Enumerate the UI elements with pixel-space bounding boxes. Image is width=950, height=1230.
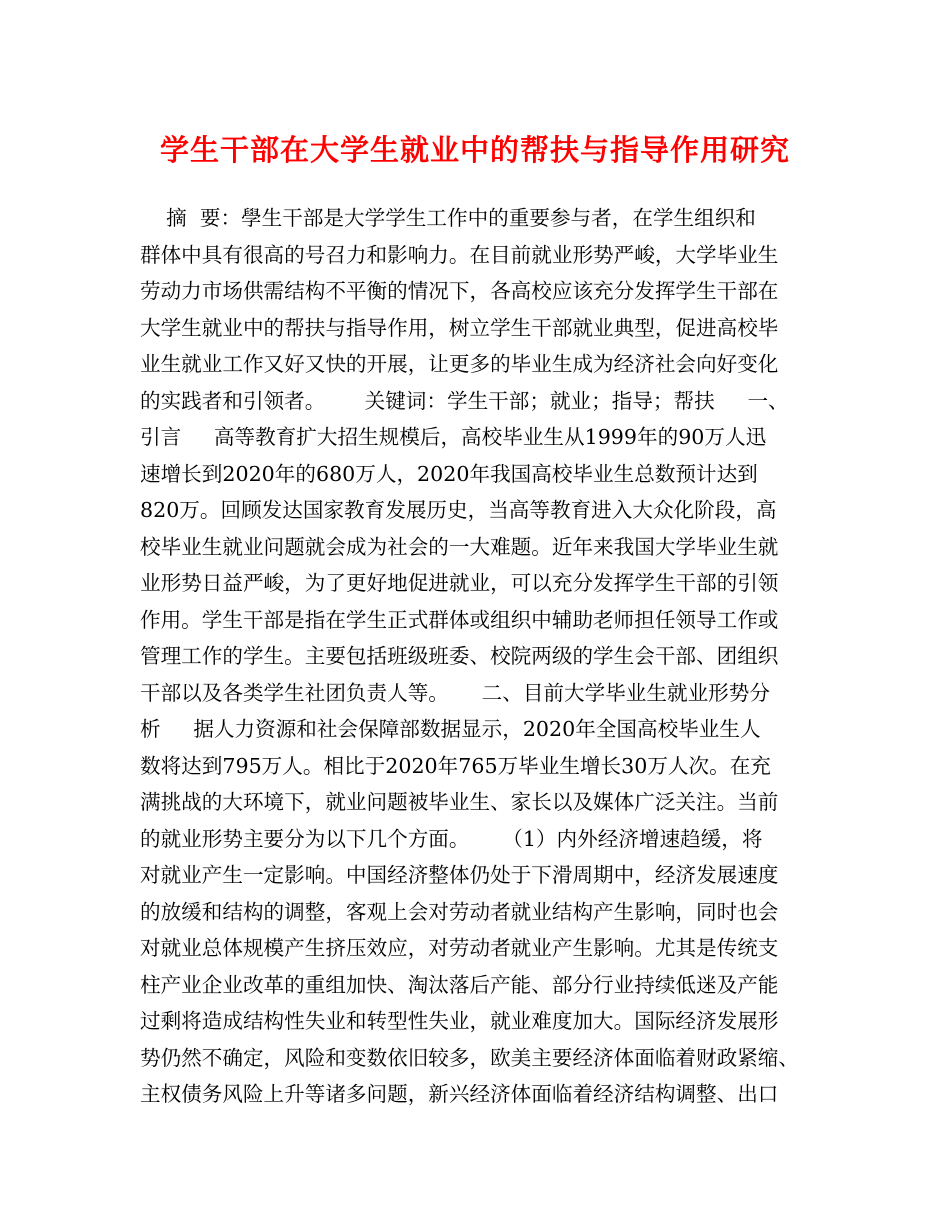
body-line: 数将达到795万人。相比于2020年765万毕业生增长30万人次。在充 <box>140 753 771 778</box>
body-line: 群体中具有很高的号召力和影响力。在目前就业形势严峻，大学毕业生 <box>140 242 779 267</box>
body-line: 大学生就业中的帮扶与指导作用，树立学生干部就业典型，促进高校毕 <box>140 315 779 340</box>
document-body <box>140 200 816 1113</box>
body-line: 的实践者和引领者。 关键词：学生干部；就业；指导；帮扶 一、 <box>140 388 789 413</box>
body-line: 主权债务风险上升等诸多问题，新兴经济体面临着经济结构调整、出口 <box>140 1082 779 1106</box>
body-line: 柱产业企业改革的重组加快、淘汰落后产能、部分行业持续低迷及产能 <box>140 972 779 997</box>
body-line: 对就业总体规模产生挤压效应，对劳动者就业产生影响。尤其是传统支 <box>140 936 779 960</box>
body-line: 业生就业工作又好又快的开展，让更多的毕业生成为经济社会向好变化 <box>140 352 779 376</box>
body-line: 校毕业生就业问题就会成为社会的一大难题。近年来我国大学毕业生就 <box>140 534 779 559</box>
body-line: 满挑战的大环境下，就业问题被毕业生、家长以及媒体广泛关注。当前 <box>140 790 779 814</box>
body-line: 势仍然不确定，风险和变数依旧较多，欧美主要经济体面临着财政紧缩、 <box>140 1045 799 1070</box>
body-line: 820万。回顾发达国家教育发展历史，当高等教育进入大众化阶段，高 <box>140 498 777 522</box>
body-line: 引言 高等教育扩大招生规模后，高校毕业生从1999年的90万人迅 <box>140 425 767 449</box>
body-line: 业形势日益严峻，为了更好地促进就业，可以充分发挥学生干部的引领 <box>140 571 779 595</box>
body-line: 的就业形势主要分为以下几个方面。 （1）内外经济增速趋缓，将 <box>140 826 763 851</box>
body-line: 速增长到2020年的680万人，2020年我国高校毕业生总数预计达到 <box>140 461 758 486</box>
body-line: 过剩将造成结构性失业和转型性失业，就业难度加大。国际经济发展形 <box>140 1009 779 1033</box>
body-line: 对就业产生一定影响。中国经济整体仍处于下滑周期中，经济发展速度 <box>140 863 779 887</box>
body-line: 析 据人力资源和社会保障部数据显示，2020年全国高校毕业生人 <box>140 717 761 741</box>
body-line: 摘 要：學生干部是大学学生工作中的重要参与者，在学生组织和 <box>140 206 756 230</box>
body-line: 的放缓和结构的调整，客观上会对劳动者就业结构产生影响，同时也会 <box>140 899 779 924</box>
body-line: 劳动力市场供需结构不平衡的情况下，各高校应该充分发挥学生干部在 <box>140 279 779 303</box>
document-title: 学生干部在大学生就业中的帮扶与指导作用研究 <box>159 133 790 167</box>
body-line: 管理工作的学生。主要包括班级班委、校院两级的学生会干部、团组织 <box>140 644 779 668</box>
body-line: 作用。学生干部是指在学生正式群体或组织中辅助老师担任领导工作或 <box>140 607 779 632</box>
body-line: 干部以及各类学生社团负责人等。 二、目前大学毕业生就业形势分 <box>140 680 770 705</box>
